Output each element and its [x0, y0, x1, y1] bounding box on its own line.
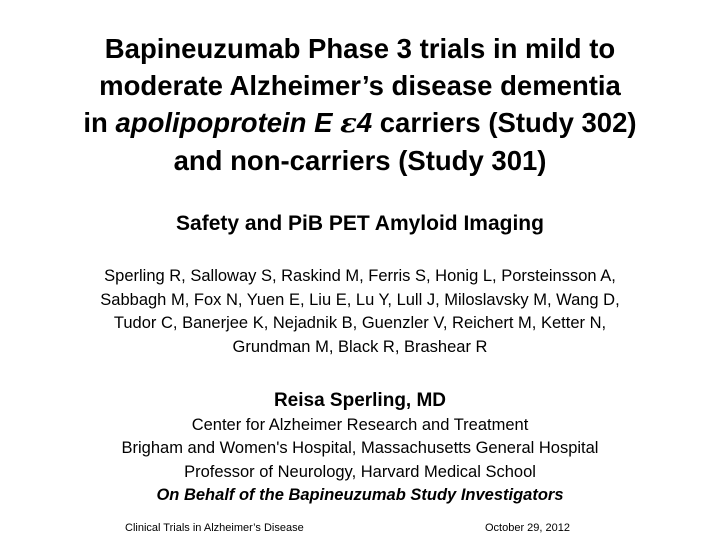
title-line-1: Bapineuzumab Phase 3 trials in mild to [104, 33, 616, 64]
presenter-name: Reisa Sperling, MD [273, 390, 447, 411]
title-line-3-prefix: in [83, 107, 116, 138]
title-allele-number: 4 [356, 107, 373, 138]
title-line-3 [20, 104, 700, 142]
title-line-4: and non-carriers (Study 301) [173, 145, 547, 176]
title-line-3-suffix: carriers (Study 302) [372, 107, 637, 138]
author-list [20, 265, 700, 359]
title-gene-name: apolipoprotein E [115, 107, 341, 138]
author-line: Sabbagh M, Fox N, Yuen E, Liu E, Lu Y, Lull J, Miloslavsky M, Wang D, [100, 290, 620, 309]
footer-conference: Clinical Trials in Alzheimer’s Disease [125, 522, 304, 534]
presenter-affiliation: Professor of Neurology, Harvard Medical School [184, 462, 536, 481]
presenter-affiliation: Brigham and Women's Hospital, Massachusetts General Hospital [121, 439, 599, 458]
author-line: Grundman M, Black R, Brashear R [232, 337, 488, 356]
title-epsilon-symbol: ε [340, 107, 357, 139]
slide-subtitle: Safety and PiB PET Amyloid Imaging [176, 212, 544, 235]
presenter-affiliation: Center for Alzheimer Research and Treatment [191, 416, 529, 434]
title-line-2: moderate Alzheimer’s disease dementia [99, 70, 621, 101]
on-behalf-line: On Behalf of the Bapineuzumab Study Investigators [156, 485, 564, 504]
author-line: Sperling R, Salloway S, Raskind M, Ferris S, Honig L, Porsteinsson A, [104, 267, 616, 285]
footer-date: October 29, 2012 [485, 522, 571, 534]
slide-title [20, 30, 700, 179]
author-line: Tudor C, Banerjee K, Nejadnik B, Guenzler V, Reichert M, Ketter N, [113, 314, 607, 332]
presenter-block [20, 388, 700, 507]
